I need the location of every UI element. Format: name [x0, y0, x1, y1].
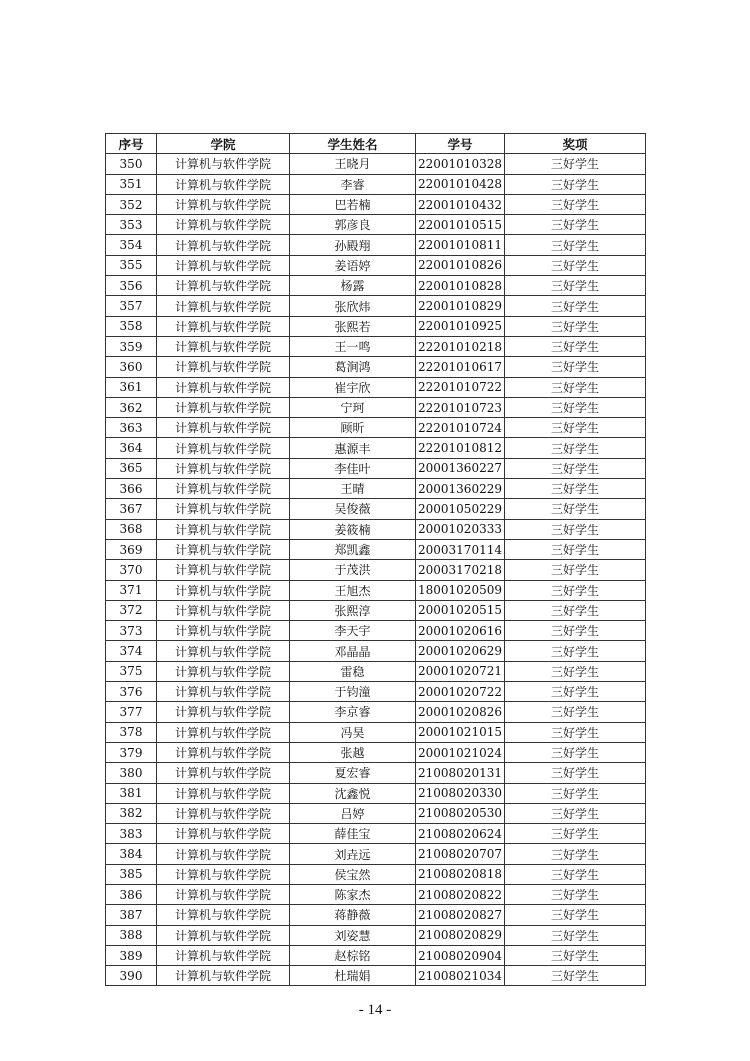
- award-cell: 三好学生: [505, 722, 646, 742]
- college-cell: 计算机与软件学院: [157, 864, 290, 884]
- student-id-cell: 22001010829: [416, 296, 505, 316]
- college-cell: 计算机与软件学院: [157, 966, 290, 986]
- student-name-cell: 王晴: [290, 479, 416, 499]
- row-index: 387: [106, 905, 157, 925]
- student-name-cell: 沈鑫悦: [290, 783, 416, 803]
- student-name-cell: 崔宇欣: [290, 377, 416, 397]
- award-cell: 三好学生: [505, 702, 646, 722]
- student-id-cell: 20003170218: [416, 560, 505, 580]
- table-row: [106, 499, 646, 519]
- student-id-cell: 21008020131: [416, 763, 505, 783]
- student-id-cell: 21008020530: [416, 803, 505, 823]
- row-index: 355: [106, 255, 157, 275]
- award-cell: 三好学生: [505, 560, 646, 580]
- row-index: 389: [106, 945, 157, 965]
- student-name-cell: 李天宇: [290, 621, 416, 641]
- student-id-cell: 18001020509: [416, 580, 505, 600]
- college-cell: 计算机与软件学院: [157, 194, 290, 214]
- college-cell: 计算机与软件学院: [157, 377, 290, 397]
- row-index: 386: [106, 884, 157, 904]
- table-row: [106, 519, 646, 539]
- college-cell: 计算机与软件学院: [157, 316, 290, 336]
- table-row: [106, 377, 646, 397]
- table-row: [106, 255, 646, 275]
- row-index: 373: [106, 621, 157, 641]
- college-cell: 计算机与软件学院: [157, 641, 290, 661]
- table-row: [106, 824, 646, 844]
- table-row: [106, 641, 646, 661]
- award-cell: 三好学生: [505, 925, 646, 945]
- student-id-cell: 22201010722: [416, 377, 505, 397]
- student-id-cell: 20001020722: [416, 682, 505, 702]
- student-name-cell: 姜筱楠: [290, 519, 416, 539]
- student-id-cell: 22001010826: [416, 255, 505, 275]
- award-cell: 三好学生: [505, 154, 646, 174]
- award-cell: 三好学生: [505, 682, 646, 702]
- college-cell: 计算机与软件学院: [157, 479, 290, 499]
- table-row: [106, 316, 646, 336]
- college-cell: 计算机与软件学院: [157, 803, 290, 823]
- award-cell: 三好学生: [505, 194, 646, 214]
- award-cell: 三好学生: [505, 174, 646, 194]
- college-cell: 计算机与软件学院: [157, 905, 290, 925]
- student-name-cell: 薛佳宝: [290, 824, 416, 844]
- table-row: [106, 966, 646, 986]
- award-cell: 三好学生: [505, 742, 646, 762]
- student-id-cell: 20001360227: [416, 458, 505, 478]
- student-id-cell: 21008021034: [416, 966, 505, 986]
- row-index: 356: [106, 276, 157, 296]
- student-name-cell: 王旭杰: [290, 580, 416, 600]
- award-cell: 三好学生: [505, 763, 646, 783]
- student-id-cell: 20001020826: [416, 702, 505, 722]
- row-index: 385: [106, 864, 157, 884]
- table-row: [106, 661, 646, 681]
- student-id-cell: 20003170114: [416, 539, 505, 559]
- header-index: 序号: [106, 134, 157, 154]
- row-index: 360: [106, 357, 157, 377]
- student-name-cell: 郑凯鑫: [290, 539, 416, 559]
- student-id-cell: 22001010811: [416, 235, 505, 255]
- student-name-cell: 于钧潼: [290, 682, 416, 702]
- college-cell: 计算机与软件学院: [157, 235, 290, 255]
- student-id-cell: 20001020333: [416, 519, 505, 539]
- row-index: 362: [106, 397, 157, 417]
- student-name-cell: 吴俊薇: [290, 499, 416, 519]
- student-name-cell: 郭彦良: [290, 215, 416, 235]
- table-row: [106, 418, 646, 438]
- table-row: [106, 397, 646, 417]
- student-name-cell: 吕婷: [290, 803, 416, 823]
- student-id-cell: 21008020827: [416, 905, 505, 925]
- row-index: 361: [106, 377, 157, 397]
- college-cell: 计算机与软件学院: [157, 925, 290, 945]
- college-cell: 计算机与软件学院: [157, 296, 290, 316]
- table-row: [106, 276, 646, 296]
- row-index: 353: [106, 215, 157, 235]
- college-cell: 计算机与软件学院: [157, 336, 290, 356]
- college-cell: 计算机与软件学院: [157, 621, 290, 641]
- student-name-cell: 张越: [290, 742, 416, 762]
- college-cell: 计算机与软件学院: [157, 519, 290, 539]
- college-cell: 计算机与软件学院: [157, 580, 290, 600]
- award-cell: 三好学生: [505, 905, 646, 925]
- table-row: [106, 194, 646, 214]
- award-cell: 三好学生: [505, 377, 646, 397]
- student-name-cell: 杨露: [290, 276, 416, 296]
- student-name-cell: 葛涧鸿: [290, 357, 416, 377]
- table-row: [106, 357, 646, 377]
- row-index: 364: [106, 438, 157, 458]
- student-id-cell: 20001021024: [416, 742, 505, 762]
- table-row: [106, 864, 646, 884]
- college-cell: 计算机与软件学院: [157, 154, 290, 174]
- award-cell: 三好学生: [505, 539, 646, 559]
- student-id-cell: 22201010812: [416, 438, 505, 458]
- student-id-cell: 21008020904: [416, 945, 505, 965]
- student-id-cell: 21008020822: [416, 884, 505, 904]
- student-id-cell: 22201010723: [416, 397, 505, 417]
- row-index: 372: [106, 600, 157, 620]
- table-row: [106, 235, 646, 255]
- student-name-cell: 张熙若: [290, 316, 416, 336]
- table-row: [106, 215, 646, 235]
- award-cell: 三好学生: [505, 966, 646, 986]
- student-id-cell: 22201010218: [416, 336, 505, 356]
- student-id-cell: 20001020629: [416, 641, 505, 661]
- table-row: [106, 702, 646, 722]
- award-cell: 三好学生: [505, 600, 646, 620]
- college-cell: 计算机与软件学院: [157, 458, 290, 478]
- student-id-cell: 20001050229: [416, 499, 505, 519]
- college-cell: 计算机与软件学院: [157, 560, 290, 580]
- header-student-name: 学生姓名: [290, 134, 416, 154]
- award-table: [105, 133, 646, 986]
- award-cell: 三好学生: [505, 418, 646, 438]
- table-row: [106, 580, 646, 600]
- college-cell: 计算机与软件学院: [157, 742, 290, 762]
- award-cell: 三好学生: [505, 580, 646, 600]
- row-index: 351: [106, 174, 157, 194]
- table-row: [106, 742, 646, 762]
- student-name-cell: 刘姿慧: [290, 925, 416, 945]
- college-cell: 计算机与软件学院: [157, 844, 290, 864]
- student-name-cell: 夏宏睿: [290, 763, 416, 783]
- table-row: [106, 803, 646, 823]
- row-index: 384: [106, 844, 157, 864]
- award-cell: 三好学生: [505, 438, 646, 458]
- award-cell: 三好学生: [505, 255, 646, 275]
- row-index: 378: [106, 722, 157, 742]
- table-row: [106, 336, 646, 356]
- table-row: [106, 154, 646, 174]
- student-id-cell: 20001021015: [416, 722, 505, 742]
- table-row: [106, 174, 646, 194]
- student-id-cell: 20001020515: [416, 600, 505, 620]
- college-cell: 计算机与软件学院: [157, 722, 290, 742]
- award-cell: 三好学生: [505, 864, 646, 884]
- award-cell: 三好学生: [505, 296, 646, 316]
- row-index: 388: [106, 925, 157, 945]
- student-name-cell: 惠源丰: [290, 438, 416, 458]
- table-row: [106, 621, 646, 641]
- header-college: 学院: [157, 134, 290, 154]
- row-index: 368: [106, 519, 157, 539]
- award-cell: 三好学生: [505, 479, 646, 499]
- student-id-cell: 22201010617: [416, 357, 505, 377]
- student-name-cell: 赵棕铭: [290, 945, 416, 965]
- award-cell: 三好学生: [505, 357, 646, 377]
- award-cell: 三好学生: [505, 499, 646, 519]
- student-id-cell: 21008020829: [416, 925, 505, 945]
- student-name-cell: 张欣炜: [290, 296, 416, 316]
- student-name-cell: 李京睿: [290, 702, 416, 722]
- college-cell: 计算机与软件学院: [157, 783, 290, 803]
- row-index: 374: [106, 641, 157, 661]
- student-id-cell: 21008020624: [416, 824, 505, 844]
- award-cell: 三好学生: [505, 844, 646, 864]
- college-cell: 计算机与软件学院: [157, 215, 290, 235]
- table-row: [106, 560, 646, 580]
- table-row: [106, 600, 646, 620]
- award-cell: 三好学生: [505, 945, 646, 965]
- student-id-cell: 22001010328: [416, 154, 505, 174]
- table-row: [106, 844, 646, 864]
- row-index: 358: [106, 316, 157, 336]
- college-cell: 计算机与软件学院: [157, 661, 290, 681]
- table-row: [106, 479, 646, 499]
- student-name-cell: 陈家杰: [290, 884, 416, 904]
- header-award: 奖项: [505, 134, 646, 154]
- student-name-cell: 于茂洪: [290, 560, 416, 580]
- award-cell: 三好学生: [505, 276, 646, 296]
- row-index: 371: [106, 580, 157, 600]
- college-cell: 计算机与软件学院: [157, 397, 290, 417]
- college-cell: 计算机与软件学院: [157, 174, 290, 194]
- row-index: 375: [106, 661, 157, 681]
- row-index: 357: [106, 296, 157, 316]
- student-name-cell: 邓晶晶: [290, 641, 416, 661]
- student-name-cell: 杜瑞娟: [290, 966, 416, 986]
- student-name-cell: 蒋静薇: [290, 905, 416, 925]
- college-cell: 计算机与软件学院: [157, 600, 290, 620]
- row-index: 352: [106, 194, 157, 214]
- college-cell: 计算机与软件学院: [157, 884, 290, 904]
- award-cell: 三好学生: [505, 458, 646, 478]
- table-row: [106, 925, 646, 945]
- award-cell: 三好学生: [505, 661, 646, 681]
- student-id-cell: 21008020330: [416, 783, 505, 803]
- student-id-cell: 22001010428: [416, 174, 505, 194]
- college-cell: 计算机与软件学院: [157, 539, 290, 559]
- award-cell: 三好学生: [505, 621, 646, 641]
- row-index: 376: [106, 682, 157, 702]
- award-cell: 三好学生: [505, 336, 646, 356]
- student-name-cell: 刘垚远: [290, 844, 416, 864]
- student-id-cell: 20001020616: [416, 621, 505, 641]
- table-row: [106, 539, 646, 559]
- table-row: [106, 722, 646, 742]
- table-body: [106, 154, 646, 986]
- table-row: [106, 682, 646, 702]
- row-index: 359: [106, 336, 157, 356]
- row-index: 377: [106, 702, 157, 722]
- row-index: 350: [106, 154, 157, 174]
- student-name-cell: 顾昕: [290, 418, 416, 438]
- table-row: [106, 884, 646, 904]
- award-cell: 三好学生: [505, 235, 646, 255]
- table-row: [106, 458, 646, 478]
- college-cell: 计算机与软件学院: [157, 276, 290, 296]
- row-index: 367: [106, 499, 157, 519]
- college-cell: 计算机与软件学院: [157, 499, 290, 519]
- college-cell: 计算机与软件学院: [157, 438, 290, 458]
- student-name-cell: 张熙淳: [290, 600, 416, 620]
- row-index: 381: [106, 783, 157, 803]
- student-id-cell: 20001020721: [416, 661, 505, 681]
- row-index: 382: [106, 803, 157, 823]
- row-index: 365: [106, 458, 157, 478]
- award-cell: 三好学生: [505, 884, 646, 904]
- row-index: 366: [106, 479, 157, 499]
- college-cell: 计算机与软件学院: [157, 702, 290, 722]
- college-cell: 计算机与软件学院: [157, 357, 290, 377]
- student-id-cell: 22001010432: [416, 194, 505, 214]
- student-id-cell: 20001360229: [416, 479, 505, 499]
- row-index: 390: [106, 966, 157, 986]
- student-name-cell: 李睿: [290, 174, 416, 194]
- college-cell: 计算机与软件学院: [157, 945, 290, 965]
- row-index: 380: [106, 763, 157, 783]
- award-cell: 三好学生: [505, 519, 646, 539]
- page-number: - 14 -: [358, 1002, 392, 1018]
- student-id-cell: 21008020707: [416, 844, 505, 864]
- table-row: [106, 945, 646, 965]
- college-cell: 计算机与软件学院: [157, 255, 290, 275]
- student-name-cell: 侯宝然: [290, 864, 416, 884]
- college-cell: 计算机与软件学院: [157, 824, 290, 844]
- row-index: 370: [106, 560, 157, 580]
- student-name-cell: 雷稳: [290, 661, 416, 681]
- award-cell: 三好学生: [505, 803, 646, 823]
- table-row: [106, 763, 646, 783]
- table-header-row: [106, 134, 646, 154]
- award-cell: 三好学生: [505, 316, 646, 336]
- college-cell: 计算机与软件学院: [157, 418, 290, 438]
- table-row: [106, 905, 646, 925]
- table-row: [106, 296, 646, 316]
- student-name-cell: 王晓月: [290, 154, 416, 174]
- student-id-cell: 22201010724: [416, 418, 505, 438]
- row-index: 354: [106, 235, 157, 255]
- table-row: [106, 438, 646, 458]
- student-name-cell: 李佳叶: [290, 458, 416, 478]
- student-name-cell: 巴若楠: [290, 194, 416, 214]
- award-cell: 三好学生: [505, 641, 646, 661]
- award-cell: 三好学生: [505, 215, 646, 235]
- student-name-cell: 姜语婷: [290, 255, 416, 275]
- student-name-cell: 冯昊: [290, 722, 416, 742]
- college-cell: 计算机与软件学院: [157, 682, 290, 702]
- student-id-cell: 22001010925: [416, 316, 505, 336]
- row-index: 369: [106, 539, 157, 559]
- award-cell: 三好学生: [505, 824, 646, 844]
- award-cell: 三好学生: [505, 783, 646, 803]
- college-cell: 计算机与软件学院: [157, 763, 290, 783]
- student-id-cell: 21008020818: [416, 864, 505, 884]
- award-cell: 三好学生: [505, 397, 646, 417]
- student-id-cell: 22001010828: [416, 276, 505, 296]
- row-index: 363: [106, 418, 157, 438]
- student-id-cell: 22001010515: [416, 215, 505, 235]
- header-student-id: 学号: [416, 134, 505, 154]
- student-name-cell: 孙殿翔: [290, 235, 416, 255]
- row-index: 383: [106, 824, 157, 844]
- table-row: [106, 783, 646, 803]
- student-name-cell: 宁珂: [290, 397, 416, 417]
- student-name-cell: 王一鸣: [290, 336, 416, 356]
- row-index: 379: [106, 742, 157, 762]
